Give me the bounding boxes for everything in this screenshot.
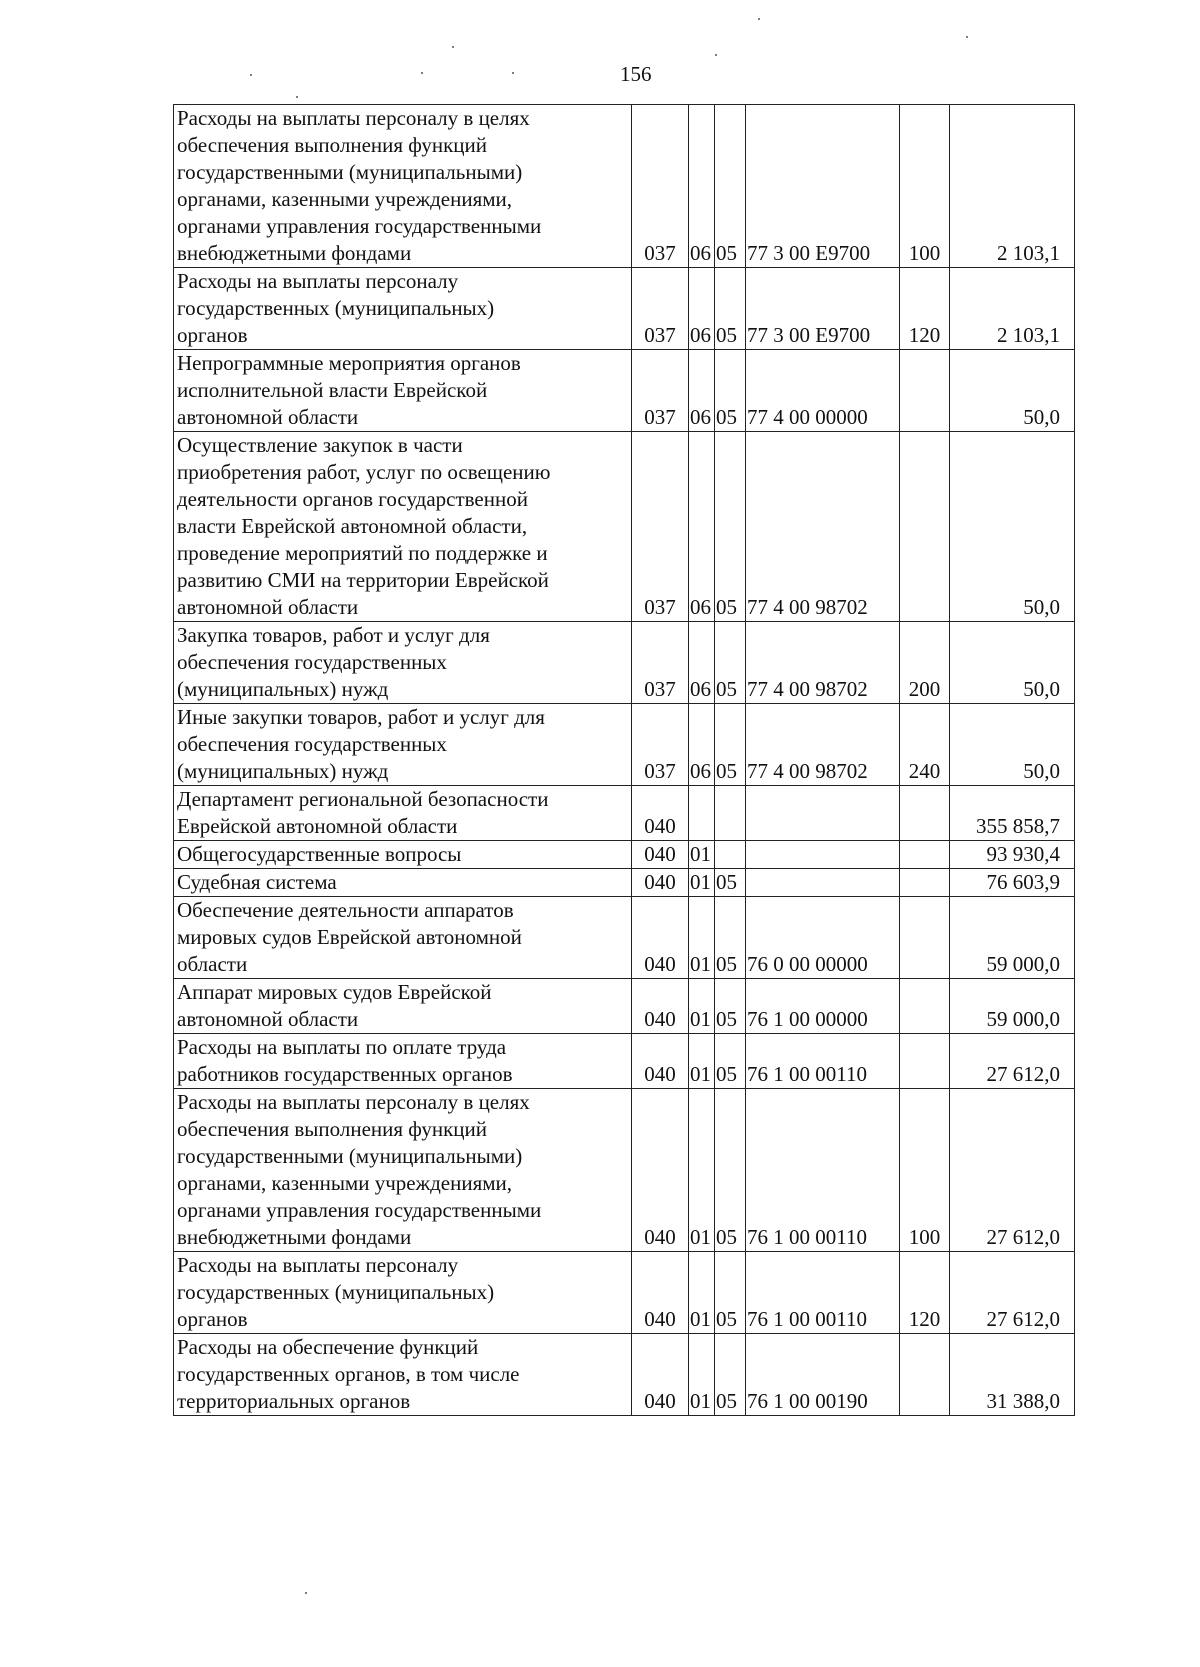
row-name: Аппарат мировых судов Еврейской автономной области xyxy=(174,979,632,1034)
row-csr-code: 77 4 00 98702 xyxy=(746,622,900,704)
row-sum: 27 612,0 xyxy=(950,1034,1075,1089)
row-vr-code: 120 xyxy=(900,1252,950,1334)
row-sum: 50,0 xyxy=(950,350,1075,432)
table-row xyxy=(174,622,1075,704)
row-vr-code xyxy=(900,786,950,841)
row-vr-code: 240 xyxy=(900,704,950,786)
row-name: Общегосударственные вопросы xyxy=(174,841,632,869)
row-rz-code: 01 xyxy=(689,841,715,869)
row-vr-code: 100 xyxy=(900,105,950,268)
row-rz-code xyxy=(689,786,715,841)
page-number: 156 xyxy=(620,62,652,86)
row-sum: 93 930,4 xyxy=(950,841,1075,869)
row-sum: 50,0 xyxy=(950,622,1075,704)
row-gr-code: 040 xyxy=(632,897,689,979)
row-pr-code: 05 xyxy=(715,105,746,268)
scan-speck xyxy=(421,72,423,74)
row-vr-code xyxy=(900,897,950,979)
scan-speck xyxy=(305,1592,307,1594)
row-vr-code xyxy=(900,841,950,869)
row-vr-code xyxy=(900,1334,950,1416)
row-csr-code: 76 1 00 00110 xyxy=(746,1034,900,1089)
row-rz-code: 01 xyxy=(689,1252,715,1334)
row-sum: 27 612,0 xyxy=(950,1252,1075,1334)
row-csr-code: 77 4 00 98702 xyxy=(746,704,900,786)
row-pr-code: 05 xyxy=(715,1034,746,1089)
row-pr-code: 05 xyxy=(715,869,746,897)
row-rz-code: 01 xyxy=(689,1089,715,1252)
row-pr-code xyxy=(715,786,746,841)
row-sum: 31 388,0 xyxy=(950,1334,1075,1416)
row-name: Расходы на выплаты персоналу государственных (муниципальных) органов xyxy=(174,1252,632,1334)
row-pr-code: 05 xyxy=(715,897,746,979)
row-vr-code: 200 xyxy=(900,622,950,704)
row-gr-code: 040 xyxy=(632,1089,689,1252)
row-gr-code: 040 xyxy=(632,786,689,841)
row-name: Непрограммные мероприятия органов исполнительной власти Еврейской автономной области xyxy=(174,350,632,432)
row-pr-code: 05 xyxy=(715,1334,746,1416)
row-rz-code: 06 xyxy=(689,105,715,268)
row-gr-code: 037 xyxy=(632,432,689,622)
row-vr-code: 120 xyxy=(900,268,950,350)
scan-speck xyxy=(512,72,514,74)
row-name: Расходы на выплаты персоналу государственных (муниципальных) органов xyxy=(174,268,632,350)
table-row xyxy=(174,350,1075,432)
row-name: Обеспечение деятельности аппаратов мировых судов Еврейской автономной области xyxy=(174,897,632,979)
row-vr-code xyxy=(900,869,950,897)
table-row xyxy=(174,1034,1075,1089)
row-name: Департамент региональной безопасности Еврейской автономной области xyxy=(174,786,632,841)
row-gr-code: 040 xyxy=(632,979,689,1034)
row-csr-code: 76 1 00 00110 xyxy=(746,1089,900,1252)
row-gr-code: 040 xyxy=(632,1252,689,1334)
table-row xyxy=(174,268,1075,350)
row-vr-code xyxy=(900,979,950,1034)
row-vr-code xyxy=(900,432,950,622)
scan-speck xyxy=(296,96,298,98)
scan-speck xyxy=(250,74,252,76)
row-csr-code: 77 3 00 E9700 xyxy=(746,105,900,268)
row-sum: 50,0 xyxy=(950,432,1075,622)
row-pr-code: 05 xyxy=(715,704,746,786)
row-csr-code: 77 4 00 00000 xyxy=(746,350,900,432)
row-rz-code: 01 xyxy=(689,1334,715,1416)
row-csr-code: 76 1 00 00110 xyxy=(746,1252,900,1334)
row-gr-code: 037 xyxy=(632,105,689,268)
row-sum: 2 103,1 xyxy=(950,105,1075,268)
scan-speck xyxy=(452,46,454,48)
scan-speck xyxy=(715,54,717,56)
row-rz-code: 01 xyxy=(689,1034,715,1089)
row-gr-code: 037 xyxy=(632,704,689,786)
table-row xyxy=(174,1089,1075,1252)
row-name: Закупка товаров, работ и услуг для обеспечения государственных (муниципальных) нужд xyxy=(174,622,632,704)
table-row xyxy=(174,704,1075,786)
row-sum: 2 103,1 xyxy=(950,268,1075,350)
row-rz-code: 06 xyxy=(689,704,715,786)
row-name: Иные закупки товаров, работ и услуг для обеспечения государственных (муниципальных) нужд xyxy=(174,704,632,786)
row-vr-code: 100 xyxy=(900,1089,950,1252)
row-name: Судебная система xyxy=(174,869,632,897)
row-name: Осуществление закупок в части приобретения работ, услуг по освещению деятельности органов государственной власти Еврейской автономной области, проведение мероприятий по поддержке и развитию СМИ на территории Еврейской автономной области xyxy=(174,432,632,622)
row-csr-code: 77 3 00 E9700 xyxy=(746,268,900,350)
row-rz-code: 06 xyxy=(689,622,715,704)
row-sum: 355 858,7 xyxy=(950,786,1075,841)
row-sum: 76 603,9 xyxy=(950,869,1075,897)
row-vr-code xyxy=(900,1034,950,1089)
row-pr-code: 05 xyxy=(715,268,746,350)
row-pr-code: 05 xyxy=(715,1252,746,1334)
row-pr-code: 05 xyxy=(715,432,746,622)
row-pr-code: 05 xyxy=(715,622,746,704)
row-pr-code: 05 xyxy=(715,979,746,1034)
row-csr-code: 76 1 00 00000 xyxy=(746,979,900,1034)
scan-speck xyxy=(758,18,760,20)
row-pr-code xyxy=(715,841,746,869)
row-csr-code: 76 0 00 00000 xyxy=(746,897,900,979)
row-csr-code xyxy=(746,786,900,841)
row-sum: 27 612,0 xyxy=(950,1089,1075,1252)
row-gr-code: 040 xyxy=(632,1034,689,1089)
row-sum: 59 000,0 xyxy=(950,897,1075,979)
row-rz-code: 06 xyxy=(689,350,715,432)
table-row xyxy=(174,869,1075,897)
table-row xyxy=(174,1334,1075,1416)
table-row xyxy=(174,979,1075,1034)
row-name: Расходы на выплаты персоналу в целях обеспечения выполнения функций государственными (муниципальными) органами, казенными учреждениями, органами управления государственными внебюджетными фондами xyxy=(174,105,632,268)
row-name: Расходы на выплаты персоналу в целях обеспечения выполнения функций государственными (муниципальными) органами, казенными учреждениями, органами управления государственными внебюджетными фондами xyxy=(174,1089,632,1252)
row-name: Расходы на обеспечение функций государственных органов, в том числе территориальных органов xyxy=(174,1334,632,1416)
row-pr-code: 05 xyxy=(715,350,746,432)
row-name: Расходы на выплаты по оплате труда работников государственных органов xyxy=(174,1034,632,1089)
table-row xyxy=(174,105,1075,268)
row-gr-code: 040 xyxy=(632,1334,689,1416)
table-row xyxy=(174,1252,1075,1334)
row-rz-code: 01 xyxy=(689,869,715,897)
table-row xyxy=(174,841,1075,869)
row-pr-code: 05 xyxy=(715,1089,746,1252)
row-rz-code: 06 xyxy=(689,268,715,350)
row-rz-code: 06 xyxy=(689,432,715,622)
row-csr-code: 76 1 00 00190 xyxy=(746,1334,900,1416)
row-gr-code: 040 xyxy=(632,841,689,869)
row-csr-code xyxy=(746,869,900,897)
row-sum: 50,0 xyxy=(950,704,1075,786)
budget-table xyxy=(173,104,1075,1416)
table-row xyxy=(174,432,1075,622)
row-gr-code: 037 xyxy=(632,350,689,432)
scan-speck xyxy=(966,36,968,38)
row-rz-code: 01 xyxy=(689,897,715,979)
row-gr-code: 040 xyxy=(632,869,689,897)
row-gr-code: 037 xyxy=(632,268,689,350)
table-row xyxy=(174,786,1075,841)
row-csr-code: 77 4 00 98702 xyxy=(746,432,900,622)
row-gr-code: 037 xyxy=(632,622,689,704)
table-body xyxy=(174,105,1075,1416)
row-csr-code xyxy=(746,841,900,869)
row-vr-code xyxy=(900,350,950,432)
table-row xyxy=(174,897,1075,979)
row-sum: 59 000,0 xyxy=(950,979,1075,1034)
row-rz-code: 01 xyxy=(689,979,715,1034)
